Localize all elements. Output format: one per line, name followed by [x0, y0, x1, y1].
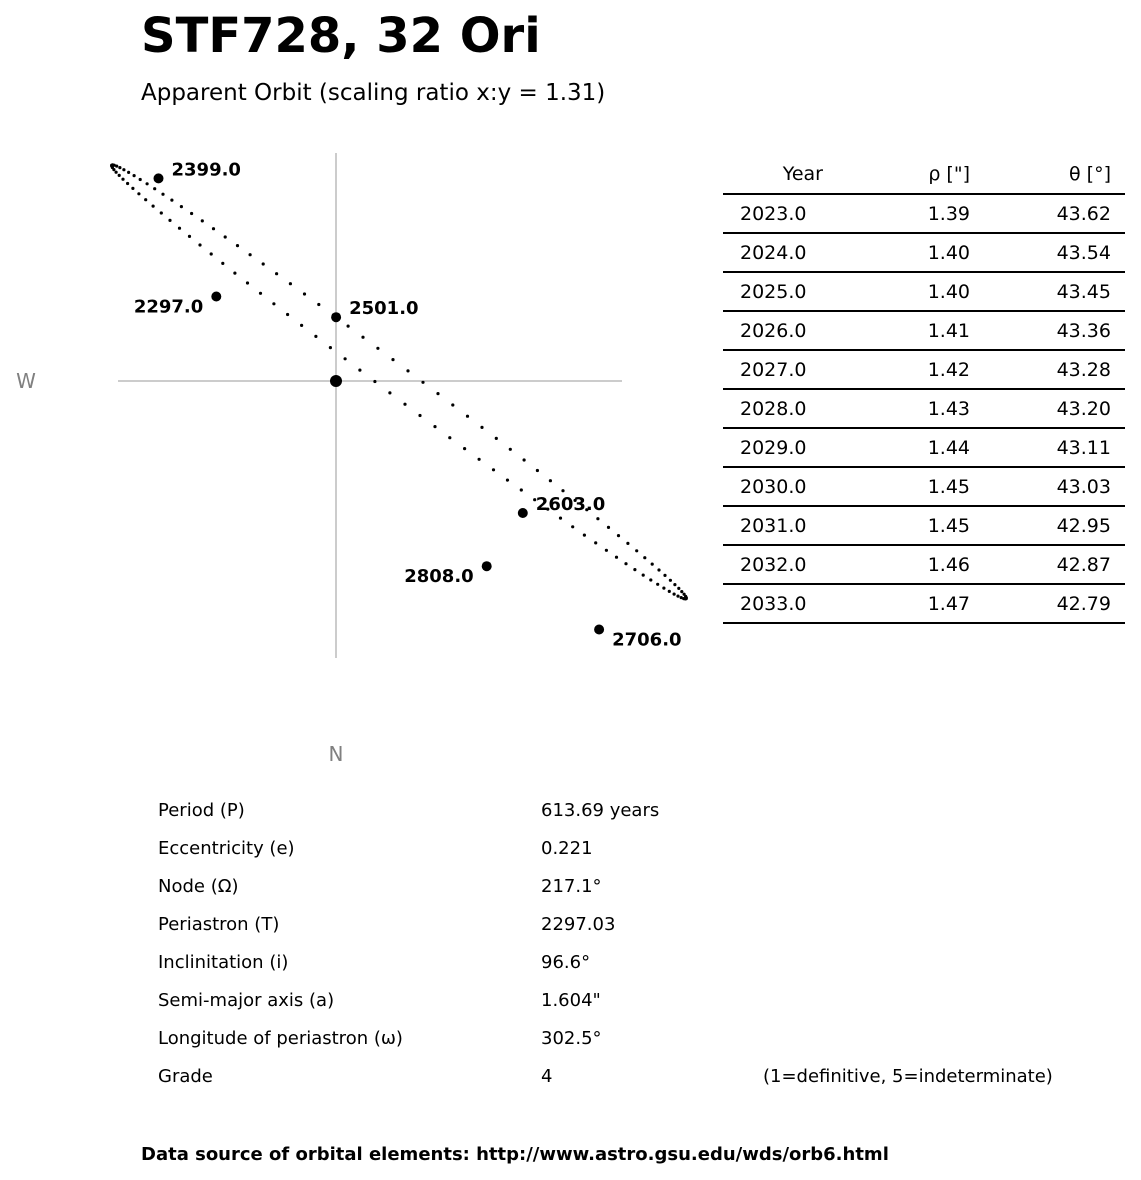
param-label: Longitude of periastron (ω)	[158, 1028, 403, 1049]
orbit-path	[110, 163, 688, 600]
column-header-year: Year	[723, 155, 875, 194]
orbit-dot	[376, 347, 379, 350]
year-cell: 2024.0	[723, 233, 875, 272]
orbit-dot	[559, 517, 562, 520]
orbit-dot	[201, 219, 204, 222]
orbit-dot	[224, 235, 227, 238]
orbit-dot	[451, 403, 454, 406]
orbit-dot	[448, 436, 451, 439]
year-cell: 2030.0	[723, 467, 875, 506]
orbit-dot	[275, 272, 278, 275]
orbit-dot	[421, 381, 424, 384]
orbit-dot	[656, 583, 659, 586]
orbit-dot	[303, 292, 306, 295]
orbit-dot	[358, 369, 361, 372]
orbit-dot	[210, 252, 213, 255]
orbit-dot	[300, 324, 303, 327]
orbit-dot	[624, 562, 627, 565]
table-row	[723, 428, 1125, 467]
param-value: 302.5°	[541, 1028, 602, 1049]
theta-cell: 43.03	[970, 467, 1125, 506]
year-cell: 2025.0	[723, 272, 875, 311]
orbit-dot	[495, 437, 498, 440]
orbit-dot	[492, 468, 495, 471]
param-label: Period (P)	[158, 800, 245, 821]
param-label: Grade	[158, 1066, 213, 1087]
epoch-marker	[518, 508, 528, 518]
param-value: 1.604"	[541, 990, 601, 1011]
theta-cell: 43.54	[970, 233, 1125, 272]
orbit-dot	[594, 541, 597, 544]
epoch-label: 2501.0	[349, 298, 419, 320]
orbit-dot	[651, 563, 654, 566]
orbit-dot	[680, 590, 683, 593]
orbit-dot	[480, 426, 483, 429]
orbit-dot	[115, 165, 118, 168]
orbit-dot	[180, 205, 183, 208]
table-row	[723, 467, 1125, 506]
west-label: W	[16, 369, 36, 393]
table-row	[723, 272, 1125, 311]
rho-cell: 1.40	[875, 272, 970, 311]
orbit-dot	[139, 178, 142, 181]
north-label: N	[328, 742, 344, 766]
orbit-dot	[160, 211, 163, 214]
orbit-dot	[536, 469, 539, 472]
orbit-dot	[127, 171, 130, 174]
orbit-dot	[233, 272, 236, 275]
table-header-row	[723, 155, 1125, 194]
rho-cell: 1.46	[875, 545, 970, 584]
orbit-dot	[152, 205, 155, 208]
param-value: 2297.03	[541, 914, 616, 935]
orbit-dot	[131, 187, 134, 190]
orbit-dot	[523, 458, 526, 461]
orbit-dot	[680, 596, 683, 599]
param-value: 613.69 years	[541, 800, 660, 821]
theta-cell: 42.87	[970, 545, 1125, 584]
rho-cell: 1.45	[875, 467, 970, 506]
orbit-dot	[115, 171, 118, 174]
orbit-dot	[509, 448, 512, 451]
orbit-dot	[144, 198, 147, 201]
orbit-dot	[121, 178, 124, 181]
rho-cell: 1.44	[875, 428, 970, 467]
epoch-label: 2706.0	[612, 629, 682, 651]
orbit-dot	[391, 358, 394, 361]
orbit-dot	[406, 369, 409, 372]
table-row	[723, 311, 1125, 350]
rho-cell: 1.45	[875, 506, 970, 545]
year-cell: 2032.0	[723, 545, 875, 584]
orbit-dot	[615, 556, 618, 559]
orbit-dot	[633, 568, 636, 571]
orbit-dot	[188, 235, 191, 238]
param-label: Eccentricity (e)	[158, 838, 295, 859]
orbit-dot	[153, 187, 156, 190]
orbit-dot	[676, 595, 679, 598]
orbit-dot	[642, 574, 645, 577]
year-cell: 2026.0	[723, 311, 875, 350]
orbit-dot	[161, 193, 164, 196]
orbit-dot	[262, 262, 265, 265]
orbit-dot	[617, 534, 620, 537]
table-row	[723, 389, 1125, 428]
orbit-dot	[373, 380, 376, 383]
orbit-dot	[178, 227, 181, 230]
orbit-dot	[436, 392, 439, 395]
orbit-dot	[221, 262, 224, 265]
year-cell: 2031.0	[723, 506, 875, 545]
orbit-dot	[168, 219, 171, 222]
theta-cell: 43.36	[970, 311, 1125, 350]
year-cell: 2029.0	[723, 428, 875, 467]
rho-cell: 1.43	[875, 389, 970, 428]
orbit-dot	[669, 579, 672, 582]
orbit-dot	[146, 182, 149, 185]
table-row	[723, 194, 1125, 233]
orbit-plot	[0, 0, 720, 790]
theta-cell: 43.20	[970, 389, 1125, 428]
orbit-dot	[118, 166, 121, 169]
orbit-dot	[314, 335, 317, 338]
epoch-marker	[154, 173, 164, 183]
orbit-dot	[478, 458, 481, 461]
chart-title: STF728, 32 Ori	[141, 8, 541, 64]
orbit-dot	[249, 253, 252, 256]
orbit-dot	[133, 174, 136, 177]
orbit-dot	[118, 174, 121, 177]
orbit-dot	[466, 415, 469, 418]
table-row	[723, 350, 1125, 389]
orbit-dot	[663, 574, 666, 577]
epoch-label: 2603.0	[535, 494, 606, 515]
orbit-dot	[272, 302, 275, 305]
orbit-dot	[347, 325, 350, 328]
epoch-marker	[331, 312, 341, 322]
column-header-rho: ρ ["]	[875, 155, 970, 194]
orbit-dot	[317, 303, 320, 306]
orbit-dot	[649, 578, 652, 581]
orbit-dot	[170, 199, 173, 202]
orbit-dot	[673, 583, 676, 586]
table-row	[723, 545, 1125, 584]
orbit-dot	[286, 313, 289, 316]
orbit-dot	[361, 336, 364, 339]
rho-cell: 1.41	[875, 311, 970, 350]
orbit-dot	[662, 587, 665, 590]
orbit-dot	[596, 517, 599, 520]
orbit-dot	[236, 244, 239, 247]
rho-cell: 1.40	[875, 233, 970, 272]
theta-cell: 43.11	[970, 428, 1125, 467]
orbit-dot	[344, 357, 347, 360]
orbit-dot	[212, 227, 215, 230]
table-row	[723, 233, 1125, 272]
orbit-dot	[418, 414, 421, 417]
year-cell: 2023.0	[723, 194, 875, 233]
epoch-marker	[594, 625, 604, 635]
theta-cell: 42.79	[970, 584, 1125, 623]
epoch-label: 2399.0	[171, 159, 241, 181]
year-cell: 2033.0	[723, 584, 875, 623]
year-cell: 2027.0	[723, 350, 875, 389]
param-label: Semi-major axis (a)	[158, 990, 335, 1011]
orbit-dot	[126, 182, 129, 185]
orbit-dot	[246, 281, 249, 284]
orbit-dot	[198, 243, 201, 246]
orbit-dot	[561, 489, 564, 492]
orbit-dot	[289, 282, 292, 285]
param-value: 217.1°	[541, 876, 602, 897]
orbit-dot	[673, 593, 676, 596]
orbit-dot	[259, 292, 262, 295]
orbit-dot	[607, 526, 610, 529]
param-label: Periastron (T)	[158, 914, 280, 935]
param-value: 96.6°	[541, 952, 591, 973]
orbit-dot	[137, 192, 140, 195]
orbit-dot	[506, 479, 509, 482]
column-header-theta: θ [°]	[970, 155, 1125, 194]
data-source-footer: Data source of orbital elements: http://www.astro.gsu.edu/wds/orb6.html	[141, 1144, 889, 1165]
orbit-dot	[626, 542, 629, 545]
orbit-dot	[190, 212, 193, 215]
orbit-dot	[583, 534, 586, 537]
orbit-dot	[668, 590, 671, 593]
param-note: (1=definitive, 5=indeterminate)	[763, 1066, 1053, 1087]
param-value: 4	[541, 1066, 553, 1087]
orbit-dot	[463, 447, 466, 450]
year-cell: 2028.0	[723, 389, 875, 428]
orbit-dot	[657, 568, 660, 571]
epoch-marker	[211, 292, 221, 302]
rho-cell: 1.39	[875, 194, 970, 233]
orbit-dot	[433, 425, 436, 428]
rho-cell: 1.42	[875, 350, 970, 389]
theta-cell: 43.45	[970, 272, 1125, 311]
epoch-marker	[482, 561, 492, 571]
orbit-dot	[643, 556, 646, 559]
chart-subtitle: Apparent Orbit (scaling ratio x:y = 1.31)	[141, 80, 606, 106]
param-value: 0.221	[541, 838, 593, 859]
rho-cell: 1.47	[875, 584, 970, 623]
orbit-dot	[549, 479, 552, 482]
orbit-dot	[403, 403, 406, 406]
epoch-label: 2808.0	[404, 566, 474, 588]
ephemeris-table	[723, 155, 1125, 624]
orbit-dot	[605, 549, 608, 552]
orbit-points	[134, 159, 682, 650]
orbit-dot	[122, 168, 125, 171]
param-label: Node (Ω)	[158, 876, 239, 897]
orbit-dot	[329, 346, 332, 349]
epoch-label: 2297.0	[133, 296, 204, 318]
theta-cell: 43.62	[970, 194, 1125, 233]
param-label: Inclinitation (i)	[158, 952, 289, 973]
primary-star	[330, 375, 342, 387]
orbit-dot	[571, 525, 574, 528]
theta-cell: 43.28	[970, 350, 1125, 389]
table-row	[723, 506, 1125, 545]
orbit-dot	[520, 488, 523, 491]
theta-cell: 42.95	[970, 506, 1125, 545]
orbit-dot	[635, 549, 638, 552]
table-row	[723, 584, 1125, 623]
orbit-dot	[388, 391, 391, 394]
orbit-dot	[677, 587, 680, 590]
